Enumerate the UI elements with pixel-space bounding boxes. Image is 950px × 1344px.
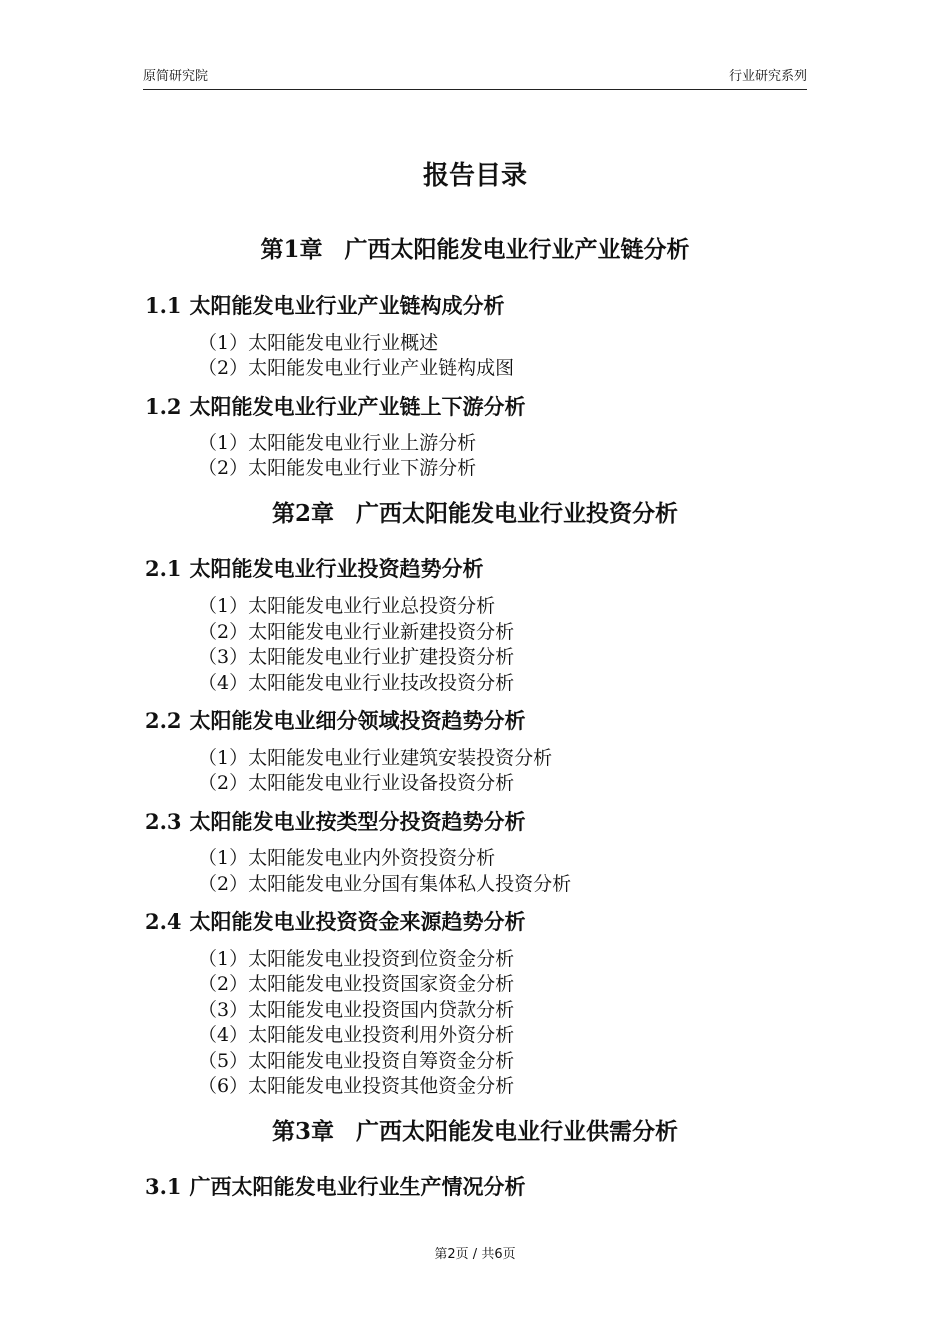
section-title: 太阳能发电业行业产业链构成分析 xyxy=(189,293,505,318)
section-heading xyxy=(145,706,526,736)
section-number: 1.1 xyxy=(145,293,182,318)
chapter-title: 广西太阳能发电业行业供需分析 xyxy=(356,1118,678,1145)
section-heading xyxy=(145,554,484,584)
header-series: 行业研究系列 xyxy=(728,69,807,84)
section-number: 3.1 xyxy=(145,1174,182,1199)
section-title: 太阳能发电业投资资金来源趋势分析 xyxy=(189,909,526,934)
toc-item: （6）太阳能发电业投资其他资金分析 xyxy=(198,1075,515,1097)
toc-item: （2）太阳能发电业投资国家资金分析 xyxy=(198,973,515,995)
chapter-title: 广西太阳能发电业行业产业链分析 xyxy=(344,236,690,263)
section-heading xyxy=(145,392,526,422)
chapter-title: 广西太阳能发电业行业投资分析 xyxy=(356,500,678,527)
section-number: 2.4 xyxy=(145,909,182,934)
toc-item: （2）太阳能发电业分国有集体私人投资分析 xyxy=(198,873,572,895)
chapter-number: 第3章 xyxy=(271,1118,334,1145)
chapter-number: 第1章 xyxy=(260,236,323,263)
chapter-heading xyxy=(143,498,807,530)
chapter-number: 第2章 xyxy=(271,500,334,527)
toc-item: （4）太阳能发电业投资利用外资分析 xyxy=(198,1024,515,1046)
toc-item: （1）太阳能发电业行业建筑安装投资分析 xyxy=(198,747,553,769)
section-title: 太阳能发电业行业投资趋势分析 xyxy=(189,556,484,581)
page-header xyxy=(143,68,807,90)
toc-item: （1）太阳能发电业内外资投资分析 xyxy=(198,847,496,869)
chapter-heading xyxy=(143,1116,807,1148)
toc-item: （4）太阳能发电业行业技改投资分析 xyxy=(198,672,515,694)
section-heading xyxy=(145,807,526,837)
section-number: 2.3 xyxy=(145,809,182,834)
section-title: 太阳能发电业细分领域投资趋势分析 xyxy=(189,708,526,733)
section-number: 1.2 xyxy=(145,394,182,419)
section-number: 2.1 xyxy=(145,556,182,581)
toc-item: （5）太阳能发电业投资自筹资金分析 xyxy=(198,1050,515,1072)
toc-item: （2）太阳能发电业行业设备投资分析 xyxy=(198,772,515,794)
section-number: 2.2 xyxy=(145,708,182,733)
toc-item: （3）太阳能发电业投资国内贷款分析 xyxy=(198,999,515,1021)
section-title: 太阳能发电业按类型分投资趋势分析 xyxy=(189,809,526,834)
page-number: 第2页 / 共6页 xyxy=(434,1247,516,1262)
toc-item: （1）太阳能发电业行业总投资分析 xyxy=(198,595,496,617)
section-title: 太阳能发电业行业产业链上下游分析 xyxy=(189,394,526,419)
section-heading xyxy=(145,1172,526,1202)
toc-item: （2）太阳能发电业行业新建投资分析 xyxy=(198,621,515,643)
section-title: 广西太阳能发电业行业生产情况分析 xyxy=(189,1174,526,1199)
header-organization: 原简研究院 xyxy=(143,69,209,84)
toc-item: （1）太阳能发电业行业上游分析 xyxy=(198,432,477,454)
toc-item: （3）太阳能发电业行业扩建投资分析 xyxy=(198,646,515,668)
section-heading xyxy=(145,907,526,937)
toc-item: （1）太阳能发电业投资到位资金分析 xyxy=(198,948,515,970)
toc-item: （1）太阳能发电业行业概述 xyxy=(198,332,439,354)
chapter-heading xyxy=(143,234,807,266)
toc-item: （2）太阳能发电业行业下游分析 xyxy=(198,457,477,479)
toc-title: 报告目录 xyxy=(422,161,527,191)
section-heading xyxy=(145,291,505,321)
toc-item: （2）太阳能发电业行业产业链构成图 xyxy=(198,357,515,379)
